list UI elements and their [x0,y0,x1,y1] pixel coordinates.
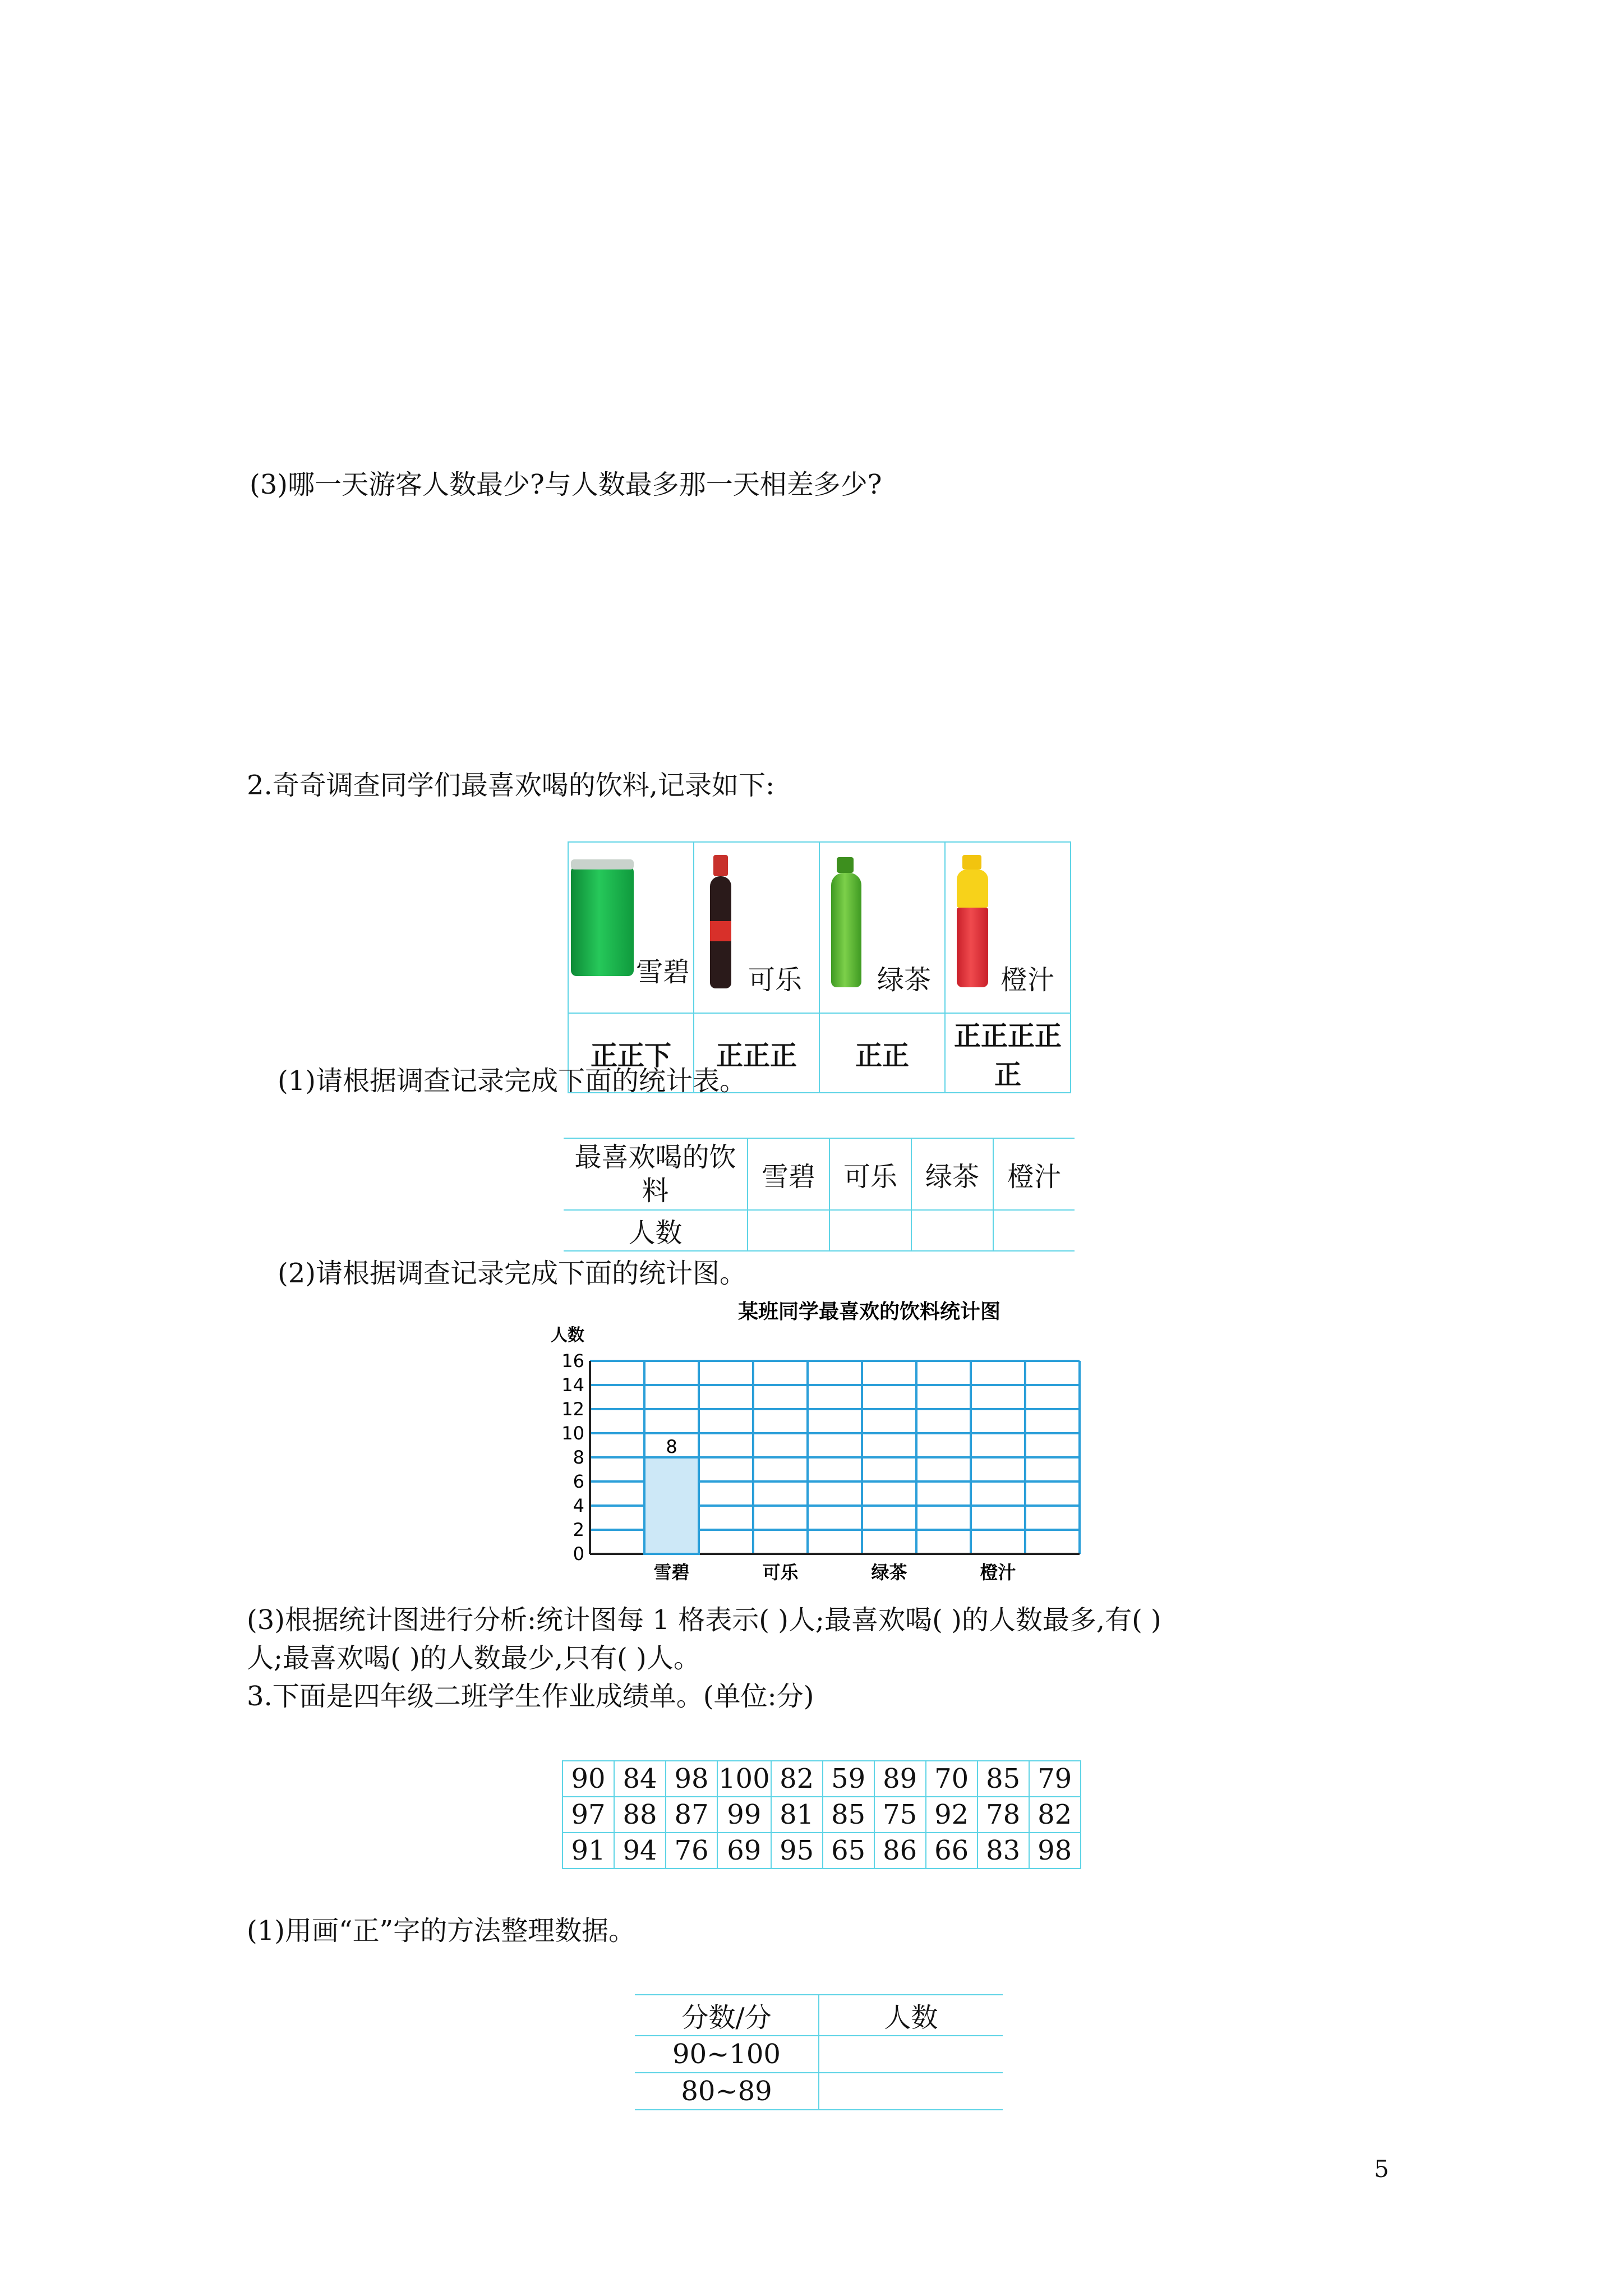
score-cell: 90 [562,1761,614,1797]
stat-cell[interactable] [911,1210,993,1251]
stat-col: 橙汁 [993,1138,1075,1210]
score-cell: 66 [926,1833,978,1869]
tally-cola: 正正正 [694,1013,819,1093]
score-cell: 86 [874,1833,926,1869]
score-cell: 82 [1029,1797,1081,1833]
x-tick-label: 绿茶 [871,1562,907,1583]
drink-record-table [568,841,1071,1093]
chart-bars [644,1436,699,1554]
tally-orange: 正正正正正 [945,1013,1071,1093]
chart-yticks [561,1350,584,1565]
score-table [562,1760,1081,1869]
stat-cell[interactable] [829,1210,911,1251]
drink-cell-greentea [819,842,945,1013]
stat-col: 可乐 [829,1138,911,1210]
y-tick-label: 12 [561,1398,584,1420]
x-tick-label: 橙汁 [980,1562,1016,1583]
y-tick-label: 6 [573,1471,584,1492]
chart-ylabel: 人数 [551,1326,584,1345]
tally-row-label: 90~100 [635,2036,819,2073]
drink-cell-sprite [568,842,694,1013]
question-2-2: (2)请根据调查记录完成下面的统计图。 [278,1258,746,1289]
score-cell: 59 [823,1761,874,1797]
stat-row-label: 人数 [564,1210,748,1251]
orange-bottle-top [957,869,988,908]
orange-bottle-icon [957,908,988,987]
tally-cell[interactable] [819,2036,1003,2073]
score-cell: 82 [771,1761,823,1797]
drink-label: 雪碧 [636,956,690,988]
y-tick-label: 4 [573,1495,584,1516]
score-cell: 70 [926,1761,978,1797]
score-cell: 98 [1029,1833,1081,1869]
can-lid [571,859,634,869]
y-tick-label: 14 [561,1374,584,1396]
stat-cell[interactable] [748,1210,829,1251]
score-cell: 97 [562,1797,614,1833]
score-cell: 87 [666,1797,717,1833]
score-cell: 94 [614,1833,666,1869]
bar [644,1457,699,1554]
page-number: 5 [1374,2155,1389,2183]
question-2-1: (1)请根据调查记录完成下面的统计表。 [278,1065,746,1097]
question-2-3-line2: 人;最喜欢喝( )的人数最少,只有( )人。 [247,1642,700,1674]
score-cell: 95 [771,1833,823,1869]
bar-data-label: 8 [666,1436,677,1457]
score-cell: 83 [978,1833,1029,1869]
tally-cell[interactable] [819,2073,1003,2110]
tally-sprite: 正正下 [568,1013,694,1093]
orange-cap [962,855,981,869]
chart-title: 某班同学最喜欢的饮料统计图 [737,1300,1001,1323]
score-cell: 78 [978,1797,1029,1833]
score-cell: 89 [874,1761,926,1797]
score-cell: 76 [666,1833,717,1869]
greentea-bottle-icon [831,873,861,987]
x-tick-label: 雪碧 [653,1562,690,1583]
question-1-3: (3)哪一天游客人数最少?与人数最多那一天相差多少? [250,469,882,500]
stat-cell[interactable] [993,1210,1075,1251]
y-tick-label: 2 [573,1519,584,1540]
greentea-cap [837,857,854,873]
tally-header-score: 分数/分 [635,1995,819,2036]
score-cell: 91 [562,1833,614,1869]
question-3-title: 3.下面是四年级二班学生作业成绩单。(单位:分) [247,1681,814,1712]
drink-bar-chart [538,1296,1088,1599]
score-cell: 84 [614,1761,666,1797]
stat-header-label: 最喜欢喝的饮料 [564,1138,748,1210]
score-cell: 85 [978,1761,1029,1797]
question-2-3-line1: (3)根据统计图进行分析:统计图每 1 格表示( )人;最喜欢喝( )的人数最多,有( ) [247,1604,1161,1636]
tally-row-label: 80~89 [635,2073,819,2110]
drink-cell-cola [694,842,819,1013]
stat-table [564,1138,1075,1251]
score-cell: 79 [1029,1761,1081,1797]
tally-table [635,1994,1003,2110]
score-cell: 65 [823,1833,874,1869]
score-cell: 92 [926,1797,978,1833]
score-cell: 88 [614,1797,666,1833]
score-cell: 75 [874,1797,926,1833]
score-cell: 100 [717,1761,771,1797]
score-cell: 81 [771,1797,823,1833]
y-tick-label: 16 [561,1350,584,1372]
question-2-title: 2.奇奇调查同学们最喜欢喝的饮料,记录如下: [247,770,775,801]
score-cell: 69 [717,1833,771,1869]
drink-label: 可乐 [748,964,803,996]
tally-greentea: 正正 [819,1013,945,1093]
cola-cap [713,855,728,876]
score-cell: 98 [666,1761,717,1797]
stat-col: 雪碧 [748,1138,829,1210]
drink-label: 橙汁 [1000,964,1055,996]
question-3-1: (1)用画“正”字的方法整理数据。 [247,1915,636,1947]
drink-cell-orange [945,842,1071,1013]
sprite-can-icon [571,866,634,976]
score-cell: 85 [823,1797,874,1833]
cola-label-band [710,921,731,941]
x-tick-label: 可乐 [762,1562,799,1583]
y-tick-label: 10 [561,1423,584,1444]
chart-xticks [653,1562,1016,1583]
y-tick-label: 8 [573,1447,584,1468]
score-cell: 99 [717,1797,771,1833]
stat-col: 绿茶 [911,1138,993,1210]
y-tick-label: 0 [573,1543,584,1565]
drink-label: 绿茶 [877,964,932,996]
tally-header-count: 人数 [819,1995,1003,2036]
